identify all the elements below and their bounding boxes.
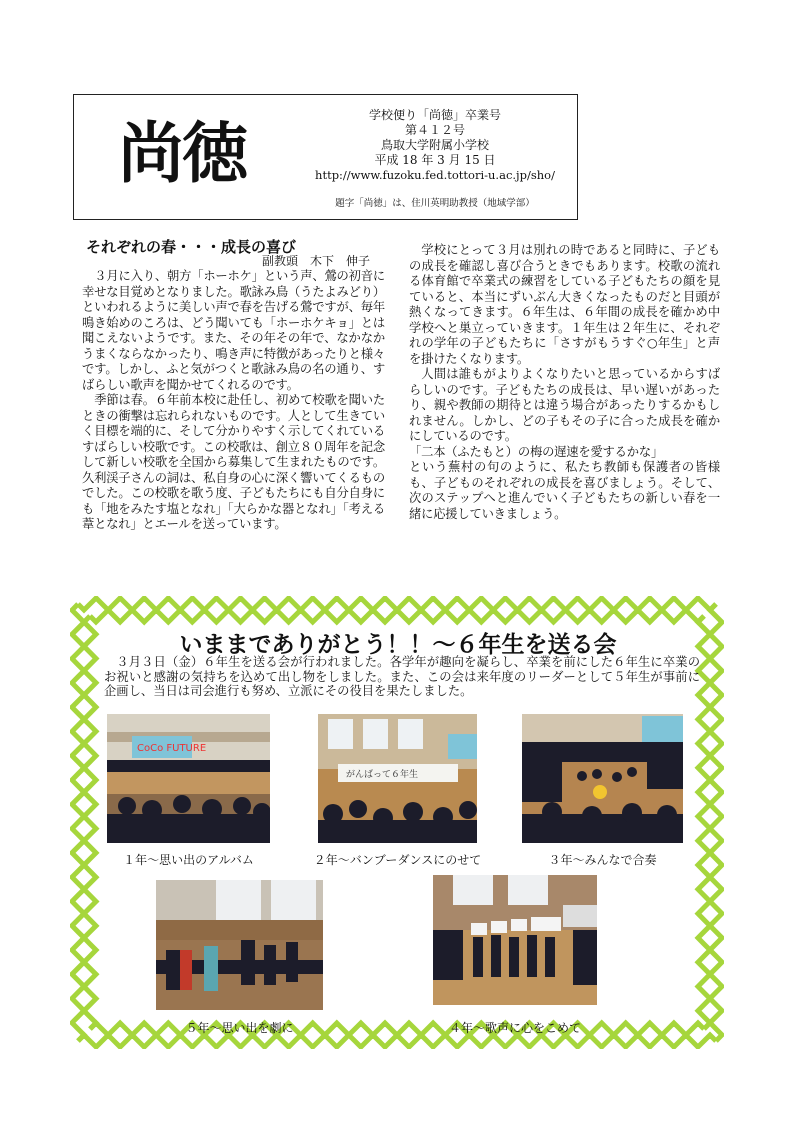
zigzag-segment: [90, 610, 704, 622]
photo-grade2-bamboo: [318, 714, 477, 843]
caption-grade2: ２年～バンブーダンスにのせて: [313, 853, 482, 867]
event-description: [104, 655, 700, 699]
newsletter-name: 学校便り「尚徳」卒業号: [368, 108, 501, 122]
school-url[interactable]: http://www.fuzoku.fed.tottori-u.ac.jp/sho/: [315, 168, 555, 182]
article-paragraph: 季節は春。６年前本校に赴任し、初めて校歌を聞いたときの衝撃は忘れられないものです。人として生きていく目標を端的に、そして分かりやすく示してくれているすばらしい校歌です。この校歌は、創立８０周年を記念して新しい校歌を全国から募集して生まれたものです。久利渓子さんの詞は、私自身の心に深く響いてくるものでした。この校歌を歌う度、子どもたちにも自分自身にも「地をみたす塩となれ」「大らかな器となれ」「考える葦となれ」とエールを送っています。: [82, 393, 385, 531]
article-paragraph: 人間は誰もがよりよくなりたいと思っているからすばらしいのです。子どもたちの成長は、早い遅いがあったり、親や教師の期待とは違う場合があったりするかもしれません。しかし、どの子もその子に合った成長を確かにしているのです。: [409, 367, 720, 443]
masthead-logo: [118, 103, 296, 211]
logo-calligraphy: 尚徳: [118, 114, 246, 192]
zigzag-segment: [84, 616, 96, 1029]
event-title: いままでありがとう！！～６年生を送る会: [179, 632, 617, 658]
article-closing: という蕪村の句のように、私たち教師も保護者の皆様も、子どものそれぞれの成長を喜びましょう。そして、次のステップへと進んでいく子どもたちの新しい春を一緒に応援していきましょう。: [409, 460, 720, 521]
caption-grade3: ３年～みんなで合奏: [548, 853, 657, 867]
photo-grade5-drama: [156, 880, 323, 1010]
buson-quote: 「二本（ふたもと）の梅の遅速を愛するかな」: [409, 444, 664, 459]
photo-grade4-song: [433, 875, 597, 1005]
caption-grade4: ４年～歌声に心をこめて: [448, 1021, 581, 1035]
article-title: それぞれの春・・・成長の喜び: [86, 238, 297, 256]
article-paragraph: 学校にとって３月は別れの時であると同時に、子どもの成長を確認し喜び合うときでもあります。校歌の流れる体育館で卒業式の練習をしている子どもたちの顔を見ていると、本当にずいぶん大きくなったものだと目頭が熱くなってきます。６年生は、６年間の成長を確かめ中学校へと巣立っていきます。１年生は２年生に、それぞれの学年の子どもたちに「さすがもうすぐ○年生」と声を掛けたくなります。: [409, 243, 720, 366]
issue-number: 第４１２号: [404, 123, 465, 137]
article-byline: 副教頭 木下 伸子: [262, 254, 371, 268]
school-name: 鳥取大学附属小学校: [380, 138, 489, 152]
article-left-column: [82, 269, 385, 533]
article-right-column: [409, 243, 720, 522]
issue-date: 平成 18 年 3 月 15 日: [374, 153, 496, 167]
article-paragraph: ３月に入り、朝方「ホーホケ」という声、鶯の初音に幸せな目覚めとなりました。歌詠み鳥（うたよみどり）といわれるように美しい声で春を告げる鶯ですが、毎年鳴き始めのころは、どう聞いても「ホーホケキョ」とは聞こえないようです。また、その年その年で、なかなかうまくならなかったり、鳴き声に特徴があったりと様々です。しかし、ふと気がつくと歌詠み鳥の名の通り、すばらしい歌声を聞かせてくれるのです。: [82, 269, 385, 392]
event-paragraph: ３月３日（金）６年生を送る会が行われました。各学年が趣向を凝らし、卒業を前にした６年生に卒業のお祝いと感謝の気持ちを込めて出し物をしました。また、この会は来年度のリーダーとして５年生が事前に企画し、当日は司会進行も努め、立派にその役目を果たしました。: [104, 655, 700, 698]
calligraphy-credit: 題字「尚徳」は、住川英明助教授（地域学部）: [335, 198, 535, 209]
photo-grade1-album: [107, 714, 270, 843]
banner-label: CoCo FUTURE: [137, 743, 207, 754]
sign-label: がんばって６年生: [346, 770, 419, 780]
caption-grade5: ５年～思い出を劇に: [185, 1021, 294, 1035]
photo-grade3-ensemble: [522, 714, 683, 843]
caption-grade1: １年～思い出のアルバム: [123, 853, 254, 867]
